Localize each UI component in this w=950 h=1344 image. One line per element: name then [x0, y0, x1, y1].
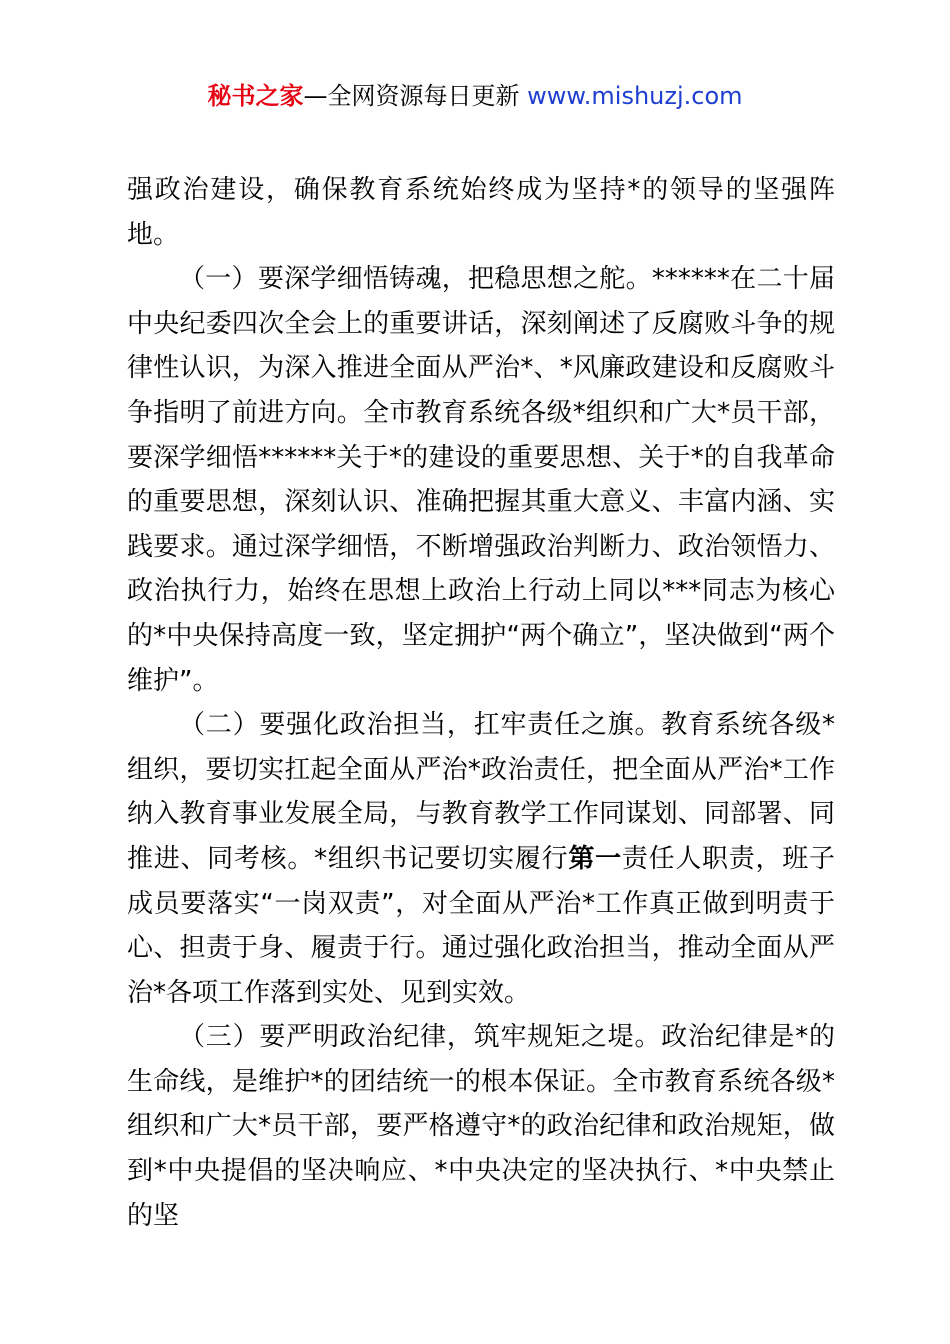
- site-header: [0, 80, 950, 112]
- site-brand: 秘书之家: [207, 82, 304, 110]
- document-body: [127, 168, 835, 1238]
- site-url-link[interactable]: www.mishuzj.com: [527, 82, 743, 110]
- paragraph-section-2-bold: 第一: [568, 843, 622, 874]
- paragraph-section-3: （三）要严明政治纪律，筑牢规矩之堤。政治纪律是*的生命线，是维护*的团结统一的根本保证。全市教育系统各级*组织和广大*员干部，要严格遵守*的政治纪律和政治规矩，做到*中央提倡的坚决响应、*中央决定的坚决执行、*中央禁止的坚: [127, 1022, 835, 1231]
- site-tagline: —全网资源每日更新: [303, 82, 528, 110]
- paragraph-section-2-text-b: 责任人职责，班子成员要落实“一岗双责”，对全面从严治*工作真正做到明责于心、担责于身、履责于行。通过强化政治担当，推动全面从严治*各项工作落到实处、见到实效。: [127, 843, 835, 1008]
- paragraph-continuation: 强政治建设，确保教育系统始终成为坚持*的领导的坚强阵地。: [127, 175, 835, 250]
- paragraph-section-2: [127, 703, 835, 1015]
- paragraph-section-1: （一）要深学细悟铸魂，把稳思想之舵。******在二十届中央纪委四次全会上的重要讲话，深刻阐述了反腐败斗争的规律性认识，为深入推进全面从严治*、*风廉政建设和反腐败斗争指明了前进方向。全市教育系统各级*组织和广大*员干部，要深学细悟******关于*的建设的重要思想、关于*的自我革命的重要思想，深刻认识、准确把握其重大意义、丰富内涵、实践要求。通过深学细悟，不断增强政治判断力、政治领悟力、政治执行力，始终在思想上政治上行动上同以***同志为核心的*中央保持高度一致，坚定拥护“两个确立”，坚决做到“两个维护”。: [127, 264, 835, 696]
- paragraph-section-2-text-a: （二）要强化政治担当，扛牢责任之旗。教育系统各级*组织，要切实扛起全面从严治*政治责任，把全面从严治*工作纳入教育事业发展全局，与教育教学工作同谋划、同部署、同推进、同考核。*组织书记要切实履行: [127, 710, 835, 874]
